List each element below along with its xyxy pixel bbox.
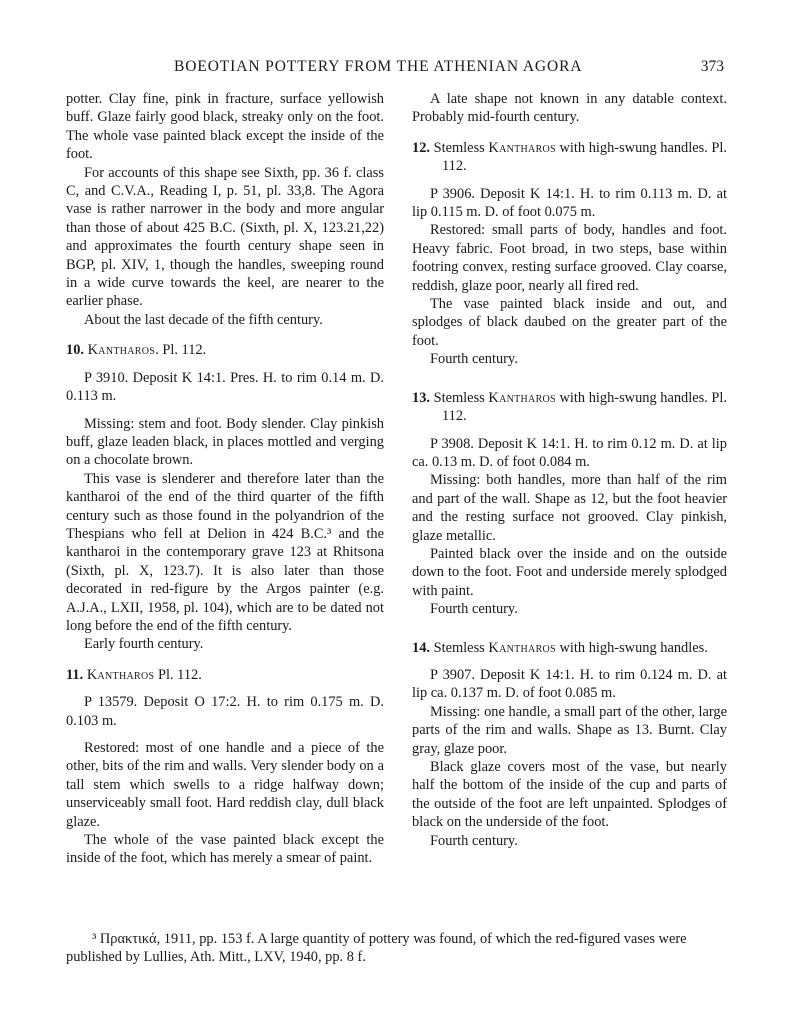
paragraph: Black glaze covers most of the vase, but nearly half the bottom of the inside of the cup and parts of the outside of the foot are left unpainted. Splodges of black on the underside of the foot. [412, 759, 727, 831]
entry-number: 11. [66, 666, 84, 683]
paragraph: Fourth century. [430, 351, 518, 368]
paragraph: Early fourth century. [84, 636, 204, 653]
entry-shape: Kantharos [86, 666, 155, 683]
entry-number: 14. [412, 639, 430, 656]
entry-plate: Pl. 112. [154, 666, 202, 683]
entry-number: 12. [412, 139, 430, 156]
paragraph: P 3908. Deposit K 14:1. H. to rim 0.12 m. D. at lip ca. 0.13 m. D. of foot 0.084 m. [412, 435, 727, 470]
entry-prefix: Stemless [430, 639, 489, 656]
entry-shape: Kantharos [488, 639, 556, 656]
entry-number: 10. [66, 342, 84, 359]
paragraph: About the last decade of the fifth century. [84, 311, 323, 328]
entry-heading-11 [66, 666, 384, 684]
entry-prefix: Stemless [430, 389, 489, 406]
footnote [66, 930, 726, 967]
running-title: BOEOTIAN POTTERY FROM THE ATHENIAN AGORA [174, 58, 583, 75]
paragraph: P 3910. Deposit K 14:1. Pres. H. to rim 0.14 m. D. 0.113 m. [66, 369, 384, 405]
entry-shape: Kantharos [488, 139, 556, 156]
entry-number: 13. [412, 389, 430, 406]
footnote-text: ³ Πρακτικά, 1911, pp. 153 f. A large quantity of pottery was found, of which the red-figured vases were published by Lullies, Ath. Mitt., LXV, 1940, pp. 8 f. [66, 931, 687, 966]
paragraph: Missing: one handle, a small part of the other, large parts of the rim and walls. Shape as 13. Burnt. Clay gray, glaze poor. [412, 703, 727, 757]
entry-heading-10 [66, 341, 384, 359]
right-column [412, 90, 727, 850]
paragraph: Painted black over the inside and on the outside down to the foot. Foot and underside merely splodged with paint. [412, 545, 727, 599]
entry-heading-13 [412, 389, 727, 426]
paragraph: Restored: most of one handle and a piece of the other, bits of the rim and walls. Very slender body on a tall stem which swells to a ridge halfway down; unserviceably small foot. Hard reddish clay, dull black glaze. [66, 740, 384, 830]
paragraph: The vase painted black inside and out, and splodges of black daubed on the greater part of the foot. [412, 296, 727, 349]
page-header [66, 58, 724, 82]
entry-heading-14 [412, 639, 727, 657]
paragraph: Restored: small parts of body, handles and foot. Heavy fabric. Foot broad, in two steps, base within footring convex, resting surface grooved. Clay coarse, reddish, glaze poor, nearly all fired red. [412, 222, 727, 294]
left-column [66, 90, 384, 868]
paragraph: Fourth century. [430, 601, 518, 618]
entry-heading-12 [412, 139, 727, 176]
paragraph: This vase is slenderer and therefore later than the kantharoi of the end of the third quarter of the fifth century such as those found in the polyandrion of the Thespians who fell at Delion in 424 B.C.³ and the kantharoi in the contemporary grave 123 at Rhitsona (Sixth, pl. X, 123.7). It is also later than those decorated in red-figure by the Argos painter (e.g. A.J.A., LXII, 1958, pl. 104), which are to be dated not long before the end of the fifth century. [66, 470, 384, 634]
paragraph: Missing: stem and foot. Body slender. Clay pinkish buff, glaze leaden black, in places mottled and verging on a chocolate brown. [66, 415, 384, 469]
entry-plate: . Pl. 112. [155, 342, 207, 359]
paragraph: A late shape not known in any datable context. Probably mid-fourth century. [412, 91, 727, 126]
paragraph: The whole of the vase painted black except the inside of the foot, which has merely a smear of paint. [66, 832, 384, 867]
entry-shape: Kantharos [488, 389, 556, 406]
entry-suffix: with high-swung handles. [555, 639, 708, 656]
entry-prefix: Stemless [430, 139, 489, 156]
paragraph: P 13579. Deposit O 17:2. H. to rim 0.175 m. D. 0.103 m. [66, 694, 384, 729]
entry-shape: Kantharos [87, 342, 156, 359]
paragraph: For accounts of this shape see Sixth, pp. 36 f. class C, and C.V.A., Reading I, p. 51, pl. 33,8. The Agora vase is rather narrower in the body and more angular than those of about 425 B.C. (Sixth, pl. X, 123.21,22) and approximates the fourth century shape seen in BGP, pl. XIV, 1, though the handles, sweeping round in a wide curve towards the keel, are nearer to the earlier phase. [66, 164, 384, 310]
paragraph: P 3907. Deposit K 14:1. H. to rim 0.124 m. D. at lip ca. 0.137 m. D. of foot 0.085 m. [412, 666, 727, 702]
entry-suffix: with high-swung handles. Pl. 112. [442, 139, 728, 175]
entry-suffix: with high-swung handles. Pl. 112. [442, 389, 728, 425]
paragraph: Missing: both handles, more than half of the rim and part of the wall. Shape as 12, but the foot heavier and the resting surface not grooved. Clay pinkish, glaze metallic. [412, 472, 727, 544]
paragraph: potter. Clay fine, pink in fracture, surface yellowish buff. Glaze fairly good black, streaky only on the foot. The whole vase painted black except the inside of the foot. [66, 91, 384, 163]
paragraph: Fourth century. [430, 832, 518, 849]
page-number: 373 [700, 58, 724, 75]
paragraph: P 3906. Deposit K 14:1. H. to rim 0.113 m. D. at lip 0.115 m. D. of foot 0.075 m. [412, 185, 727, 221]
